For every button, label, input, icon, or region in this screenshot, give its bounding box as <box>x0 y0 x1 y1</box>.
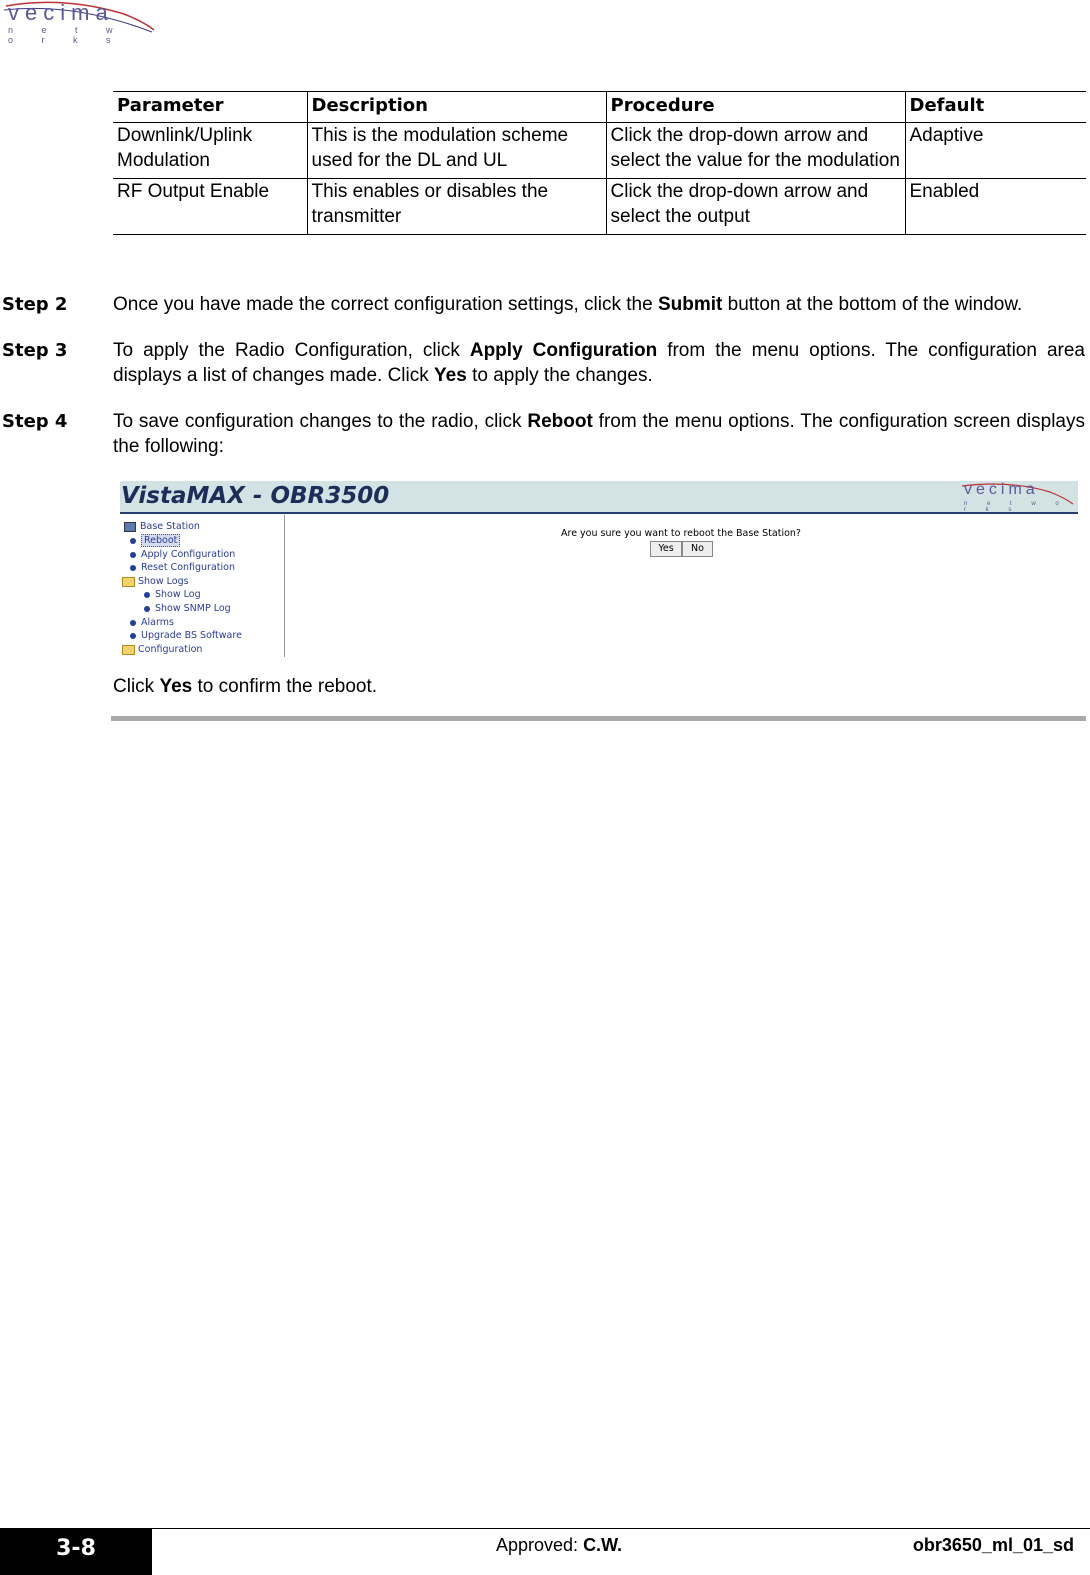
table-cell: Adaptive <box>905 123 1086 179</box>
no-button[interactable]: No <box>682 541 713 557</box>
table-cell: Downlink/Uplink Modulation <box>113 123 307 179</box>
step-text: To apply the Radio Configuration, click Apply Configuration from the menu options. The configuration area displays a list of changes made. Click Yes to apply the changes. <box>113 340 1085 386</box>
bullet-icon <box>130 620 136 626</box>
step-label: Step 2 <box>2 294 68 315</box>
bullet-icon <box>130 633 136 639</box>
approval-note: Approved: C.W. <box>496 1535 623 1555</box>
bullet-icon <box>130 552 136 558</box>
bullet-icon <box>130 565 136 571</box>
table-cell: This is the modulation scheme used for the DL and UL <box>307 123 606 179</box>
tree-item-apply-configuration[interactable]: Apply Configuration <box>130 549 235 560</box>
tree-item-alarms[interactable]: Alarms <box>130 617 174 628</box>
computer-icon <box>124 522 136 532</box>
step-label: Step 4 <box>2 411 68 432</box>
table-cell: This enables or disables the transmitter <box>307 179 606 235</box>
page-footer <box>0 1528 1090 1575</box>
tree-item-upgrade-bs-software[interactable]: Upgrade BS Software <box>130 630 242 641</box>
tree-item-show-logs[interactable]: Show Logs <box>122 576 189 587</box>
app-title: VistaMAX - OBR3500 <box>121 483 390 509</box>
table-row <box>113 123 1086 179</box>
tree-item-reboot[interactable]: Reboot <box>130 535 180 546</box>
page-number: 3-8 <box>0 1529 152 1575</box>
bullet-icon <box>144 606 150 612</box>
column-header: Procedure <box>606 92 905 123</box>
tree-item-base-station[interactable]: Base Station <box>124 521 200 532</box>
table-cell: Click the drop-down arrow and select the output <box>606 179 905 235</box>
table-header-row <box>113 92 1086 123</box>
parameter-table <box>113 91 1086 235</box>
tree-item-show-log[interactable]: Show Log <box>144 589 201 600</box>
logo-subtitle: n e t w o r k s <box>8 25 126 45</box>
nav-tree <box>120 515 285 657</box>
confirm-text: Click Yes to confirm the reboot. <box>113 676 378 697</box>
folder-icon <box>122 645 135 655</box>
reboot-prompt: Are you sure you want to reboot the Base Station? <box>561 528 801 539</box>
header-logo-subtitle: n e t w o r k s <box>964 501 1068 513</box>
table-cell: Click the drop-down arrow and select the value for the modulation <box>606 123 905 179</box>
tree-item-reset-configuration[interactable]: Reset Configuration <box>130 562 235 573</box>
header-logo-wordmark: vecima <box>964 481 1039 498</box>
step-text: Once you have made the correct configuration settings, click the Submit button at the bottom of the window. <box>113 294 1023 315</box>
tree-item-configuration[interactable]: Configuration <box>122 644 202 655</box>
table-cell: RF Output Enable <box>113 179 307 235</box>
folder-icon <box>122 577 135 587</box>
step-text: To save configuration changes to the radio, click Reboot from the menu options. The configuration screen displays the following: <box>113 411 1085 457</box>
table-row <box>113 179 1086 235</box>
section-divider <box>111 716 1086 721</box>
app-header <box>120 481 1078 514</box>
document-id: obr3650_ml_01_sd <box>912 1535 1074 1555</box>
column-header: Parameter <box>113 92 307 123</box>
column-header: Description <box>307 92 606 123</box>
step-label: Step 3 <box>2 340 68 361</box>
column-header: Default <box>905 92 1086 123</box>
reboot-screenshot <box>120 481 1078 657</box>
header-vecima-logo <box>960 481 1075 513</box>
yes-button[interactable]: Yes <box>650 541 682 557</box>
table-cell: Enabled <box>905 179 1086 235</box>
bullet-icon <box>130 538 136 544</box>
vecima-logo <box>4 0 154 45</box>
bullet-icon <box>144 592 150 598</box>
logo-wordmark: vecima <box>8 0 114 25</box>
tree-item-show-snmp-log[interactable]: Show SNMP Log <box>144 603 231 614</box>
